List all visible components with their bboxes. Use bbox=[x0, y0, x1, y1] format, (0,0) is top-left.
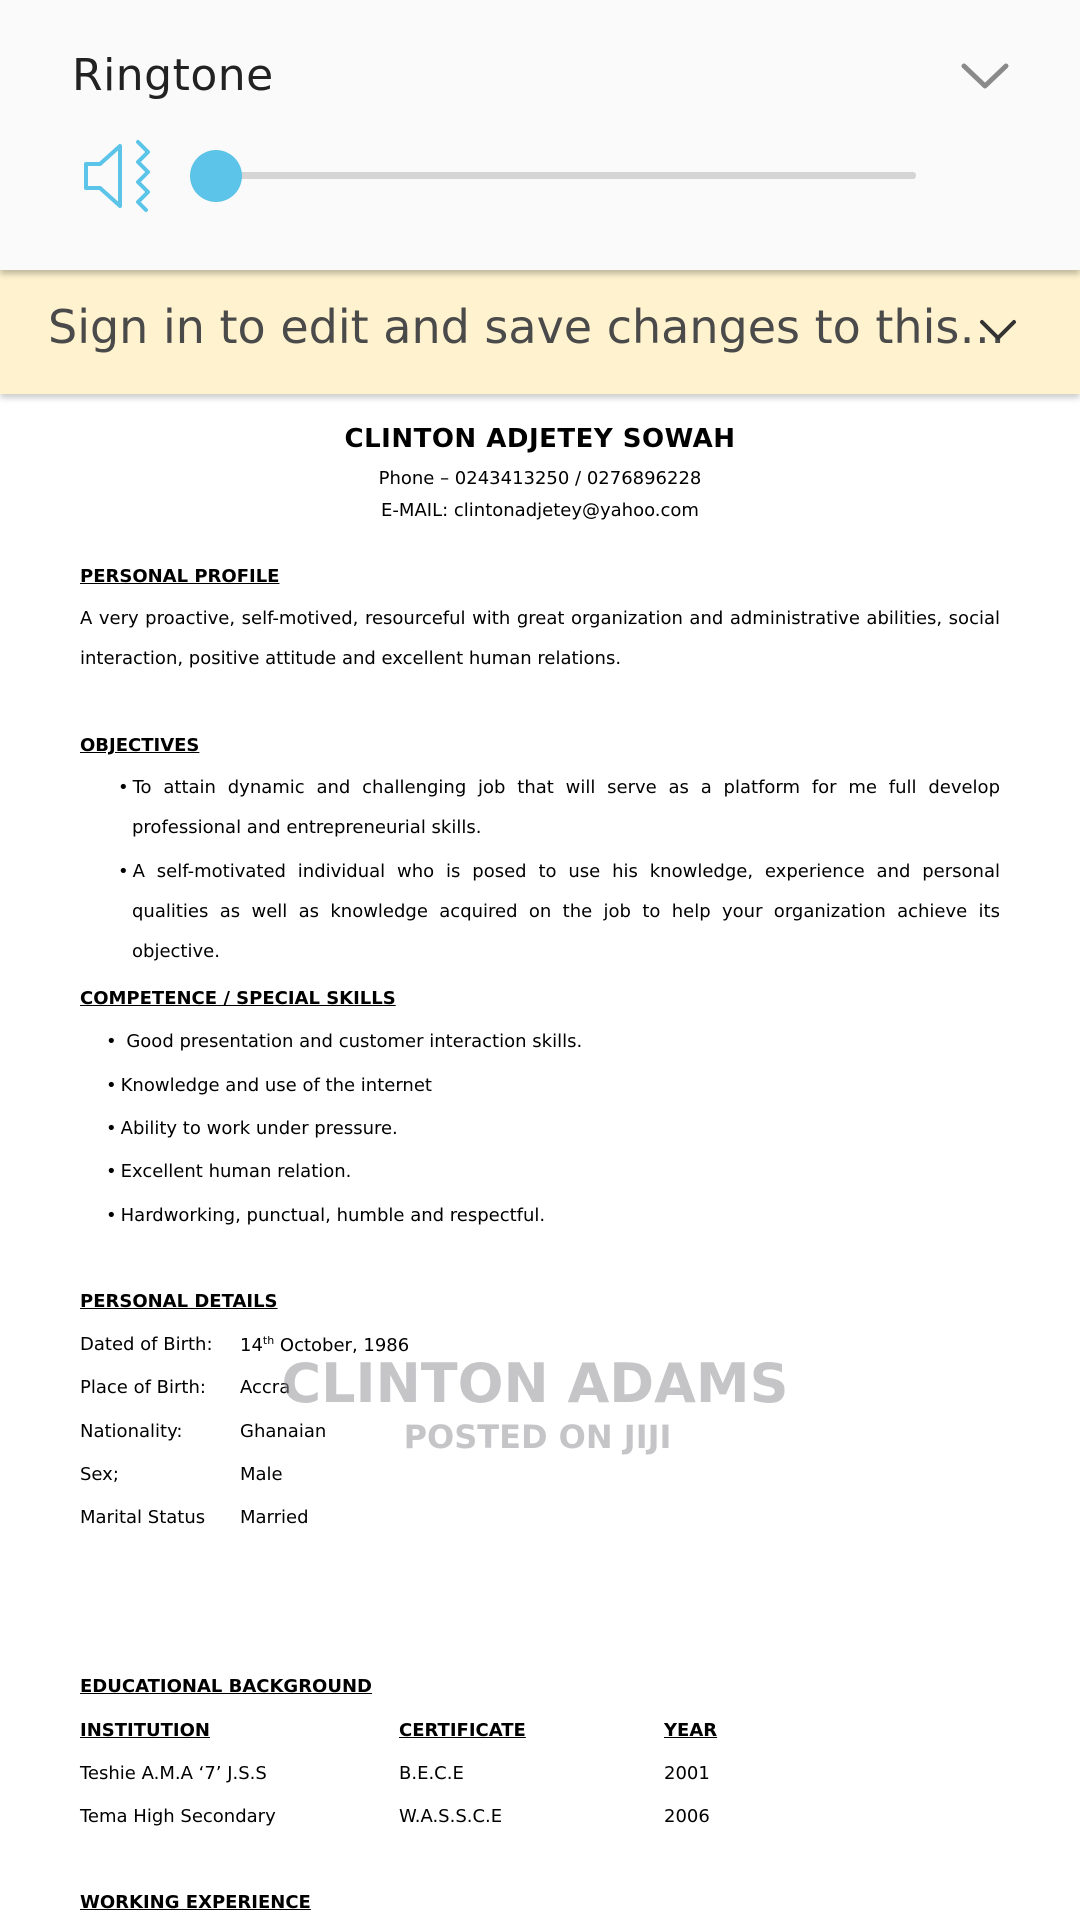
signin-banner-text[interactable]: Sign in to edit and save changes to this… bbox=[48, 300, 1006, 354]
volume-slider-track[interactable] bbox=[210, 172, 916, 179]
section-heading-objectives: OBJECTIVES bbox=[80, 735, 200, 756]
cv-phone: Phone – 0243413250 / 0276896228 bbox=[378, 468, 702, 489]
education-cell: W.A.S.S.C.E bbox=[399, 1806, 503, 1827]
column-header-certificate: CERTIFICATE bbox=[399, 1720, 526, 1741]
section-heading-education: EDUCATIONAL BACKGROUND bbox=[80, 1676, 372, 1697]
speaker-vibrate-icon[interactable] bbox=[80, 138, 156, 214]
watermark-line-1: CLINTON ADAMS bbox=[281, 1352, 789, 1415]
detail-label-sex: Sex; bbox=[80, 1464, 119, 1485]
objective-item: • A self-motivated individual who is posed to use his knowledge, experience and personal qualities as well as knowledge acquired on the job to help your organization achieve its objective. bbox=[106, 852, 1000, 972]
skill-item: • Good presentation and customer interaction skills. bbox=[106, 1031, 582, 1052]
chevron-down-icon[interactable] bbox=[978, 316, 1018, 346]
detail-label-dob: Dated of Birth: bbox=[80, 1334, 213, 1355]
skill-item: • Excellent human relation. bbox=[106, 1161, 351, 1182]
detail-label-pob: Place of Birth: bbox=[80, 1377, 206, 1398]
section-heading-experience: WORKING EXPERIENCE bbox=[80, 1892, 311, 1913]
signin-banner[interactable] bbox=[0, 270, 1080, 394]
education-cell: Tema High Secondary bbox=[80, 1806, 276, 1827]
profile-text: A very proactive, self-motived, resourceful with great organization and administrative abilities, social interaction, positive attitude and excellent human relations. bbox=[80, 608, 1000, 669]
cv-name: CLINTON ADJETEY SOWAH bbox=[344, 424, 736, 454]
detail-value-pob: Accra bbox=[240, 1377, 291, 1398]
cv-email: E-MAIL: clintonadjetey@yahoo.com bbox=[381, 500, 699, 521]
volume-slider-thumb[interactable] bbox=[190, 150, 242, 202]
document-page bbox=[0, 394, 1080, 1920]
detail-value-nationality: Ghanaian bbox=[240, 1421, 327, 1442]
education-cell: 2006 bbox=[664, 1806, 710, 1827]
detail-label-nationality: Nationality: bbox=[80, 1421, 183, 1442]
education-cell: B.E.C.E bbox=[399, 1763, 464, 1784]
volume-panel bbox=[0, 0, 1080, 270]
section-heading-profile: PERSONAL PROFILE bbox=[80, 566, 280, 587]
section-heading-details: PERSONAL DETAILS bbox=[80, 1291, 278, 1312]
detail-value-dob: 14th October, 1986 bbox=[240, 1334, 410, 1356]
volume-stream-title: Ringtone bbox=[72, 50, 274, 101]
objective-item: • To attain dynamic and challenging job that will serve as a platform for me full develop professional and entrepreneurial skills. bbox=[106, 768, 1000, 848]
skill-item: • Knowledge and use of the internet bbox=[106, 1075, 432, 1096]
skill-item: • Hardworking, punctual, humble and respectful. bbox=[106, 1205, 545, 1226]
skill-item: • Ability to work under pressure. bbox=[106, 1118, 398, 1139]
detail-label-marital: Marital Status bbox=[80, 1507, 206, 1528]
detail-value-sex: Male bbox=[240, 1464, 283, 1485]
detail-value-marital: Married bbox=[240, 1507, 309, 1528]
watermark-line-2: POSTED ON JIJI bbox=[403, 1418, 672, 1456]
volume-slider[interactable] bbox=[190, 146, 916, 206]
education-cell: Teshie A.M.A ‘7’ J.S.S bbox=[80, 1763, 267, 1784]
chevron-down-icon[interactable] bbox=[958, 56, 1012, 96]
column-header-institution: INSTITUTION bbox=[80, 1720, 210, 1741]
section-heading-skills: COMPETENCE / SPECIAL SKILLS bbox=[80, 988, 396, 1009]
education-cell: 2001 bbox=[664, 1763, 710, 1784]
column-header-year: YEAR bbox=[664, 1720, 718, 1741]
